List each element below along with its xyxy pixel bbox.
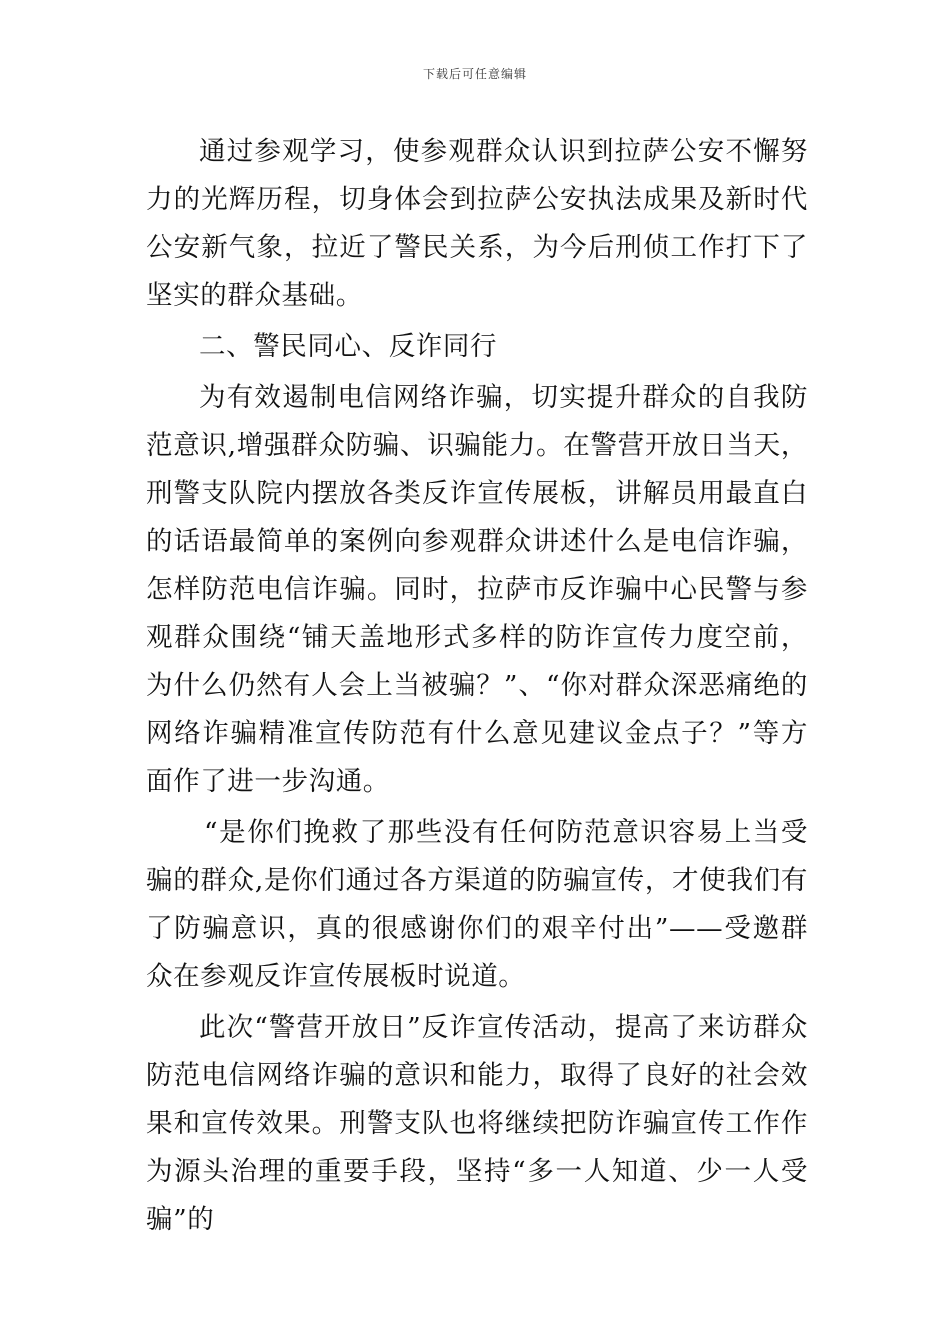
document-body <box>146 128 808 1244</box>
paragraph-public-quote: “是你们挽救了那些没有任何防范意识容易上当受骗的群众,是你们通过各方渠道的防骗宣传，才使我们有了防骗意识，真的很感谢你们的艰辛付出”——受邀群众在参观反诈宣传展板时说道。 <box>146 817 808 992</box>
paragraph-anti-fraud-activities: 为有效遏制电信网络诈骗，切实提升群众的自我防范意识,增强群众防骗、识骗能力。在警营开放日当天，刑警支队院内摆放各类反诈宣传展板，讲解员用最直白的话语最简单的案例向参观群众讲述什么是电信诈骗，怎样防范电信诈骗。同时，拉萨市反诈骗中心民警与参观群众围绕“铺天盖地形式多样的防诈宣传力度空前，为什么仍然有人会上当被骗？”、“你对群众深恶痛绝的网络诈骗精准宣传防范有什么意见建议金点子？”等方面作了进一步沟通。 <box>146 382 808 797</box>
download-note-header: 下载后可任意编辑 <box>422 67 527 81</box>
section-heading-anti-fraud: 二、警民同心、反诈同行 <box>199 331 498 362</box>
paragraph-conclusion: 此次“警营开放日”反诈宣传活动，提高了来访群众防范电信网络诈骗的意识和能力，取得了良好的社会效果和宣传效果。刑警支队也将继续把防诈骗宣传工作作为源头治理的重要手段，坚持“多一人知道、少一人受骗”的 <box>146 1012 808 1235</box>
paragraph-visit-summary: 通过参观学习，使参观群众认识到拉萨公安不懈努力的光辉历程，切身体会到拉萨公安执法成果及新时代公安新气象，拉近了警民关系，为今后刑侦工作打下了坚实的群众基础。 <box>146 136 808 311</box>
